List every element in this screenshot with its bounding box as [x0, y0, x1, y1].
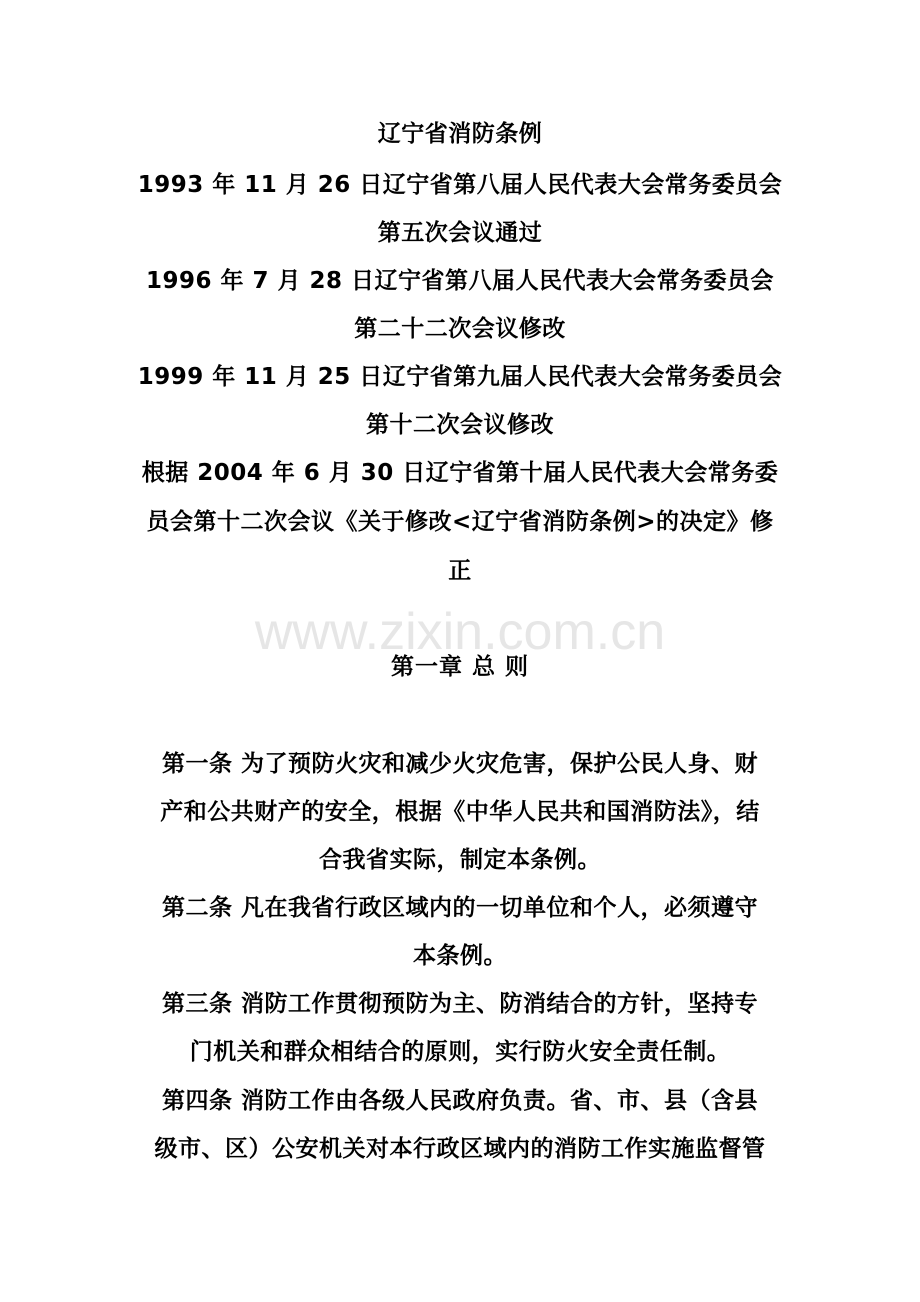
chapter-heading: 第一章 总 则	[390, 654, 529, 680]
article-line: 门机关和群众相结合的原则，实行防火安全责任制。	[189, 1039, 731, 1065]
history-line: 员会第十二次会议《关于修改<辽宁省消防条例>的决定》修	[146, 509, 774, 535]
history-line: 正	[448, 558, 472, 584]
article-line: 第三条 消防工作贯彻预防为主、防消结合的方针，坚持专	[161, 991, 758, 1017]
history-line: 第二十二次会议修改	[354, 316, 566, 342]
article-line: 产和公共财产的安全，根据《中华人民共和国消防法》，结	[160, 799, 760, 825]
article-line: 本条例。	[413, 943, 507, 969]
history-line: 1993 年 11 月 26 日辽宁省第八届人民代表大会常务委员会	[137, 172, 783, 198]
article-line: 级市、区）公安机关对本行政区域内的消防工作实施监督管	[154, 1136, 766, 1162]
article-line: 第二条 凡在我省行政区域内的一切单位和个人，必须遵守	[161, 895, 758, 921]
history-line: 根据 2004 年 6 月 30 日辽宁省第十届人民代表大会常务委	[141, 460, 779, 486]
article-line: 第四条 消防工作由各级人民政府负责。省、市、县（含县	[161, 1088, 758, 1114]
watermark: www.zixin.com.cn	[254, 603, 666, 661]
document-title: 辽宁省消防条例	[377, 121, 543, 147]
article-line: 第一条 为了预防火灾和减少火灾危害，保护公民人身、财	[161, 751, 758, 777]
article-line: 合我省实际，制定本条例。	[319, 847, 601, 873]
history-line: 1996 年 7 月 28 日辽宁省第八届人民代表大会常务委员会	[145, 268, 775, 294]
history-line: 第五次会议通过	[377, 220, 543, 246]
history-line: 1999 年 11 月 25 日辽宁省第九届人民代表大会常务委员会	[137, 364, 783, 390]
history-line: 第十二次会议修改	[366, 412, 554, 438]
